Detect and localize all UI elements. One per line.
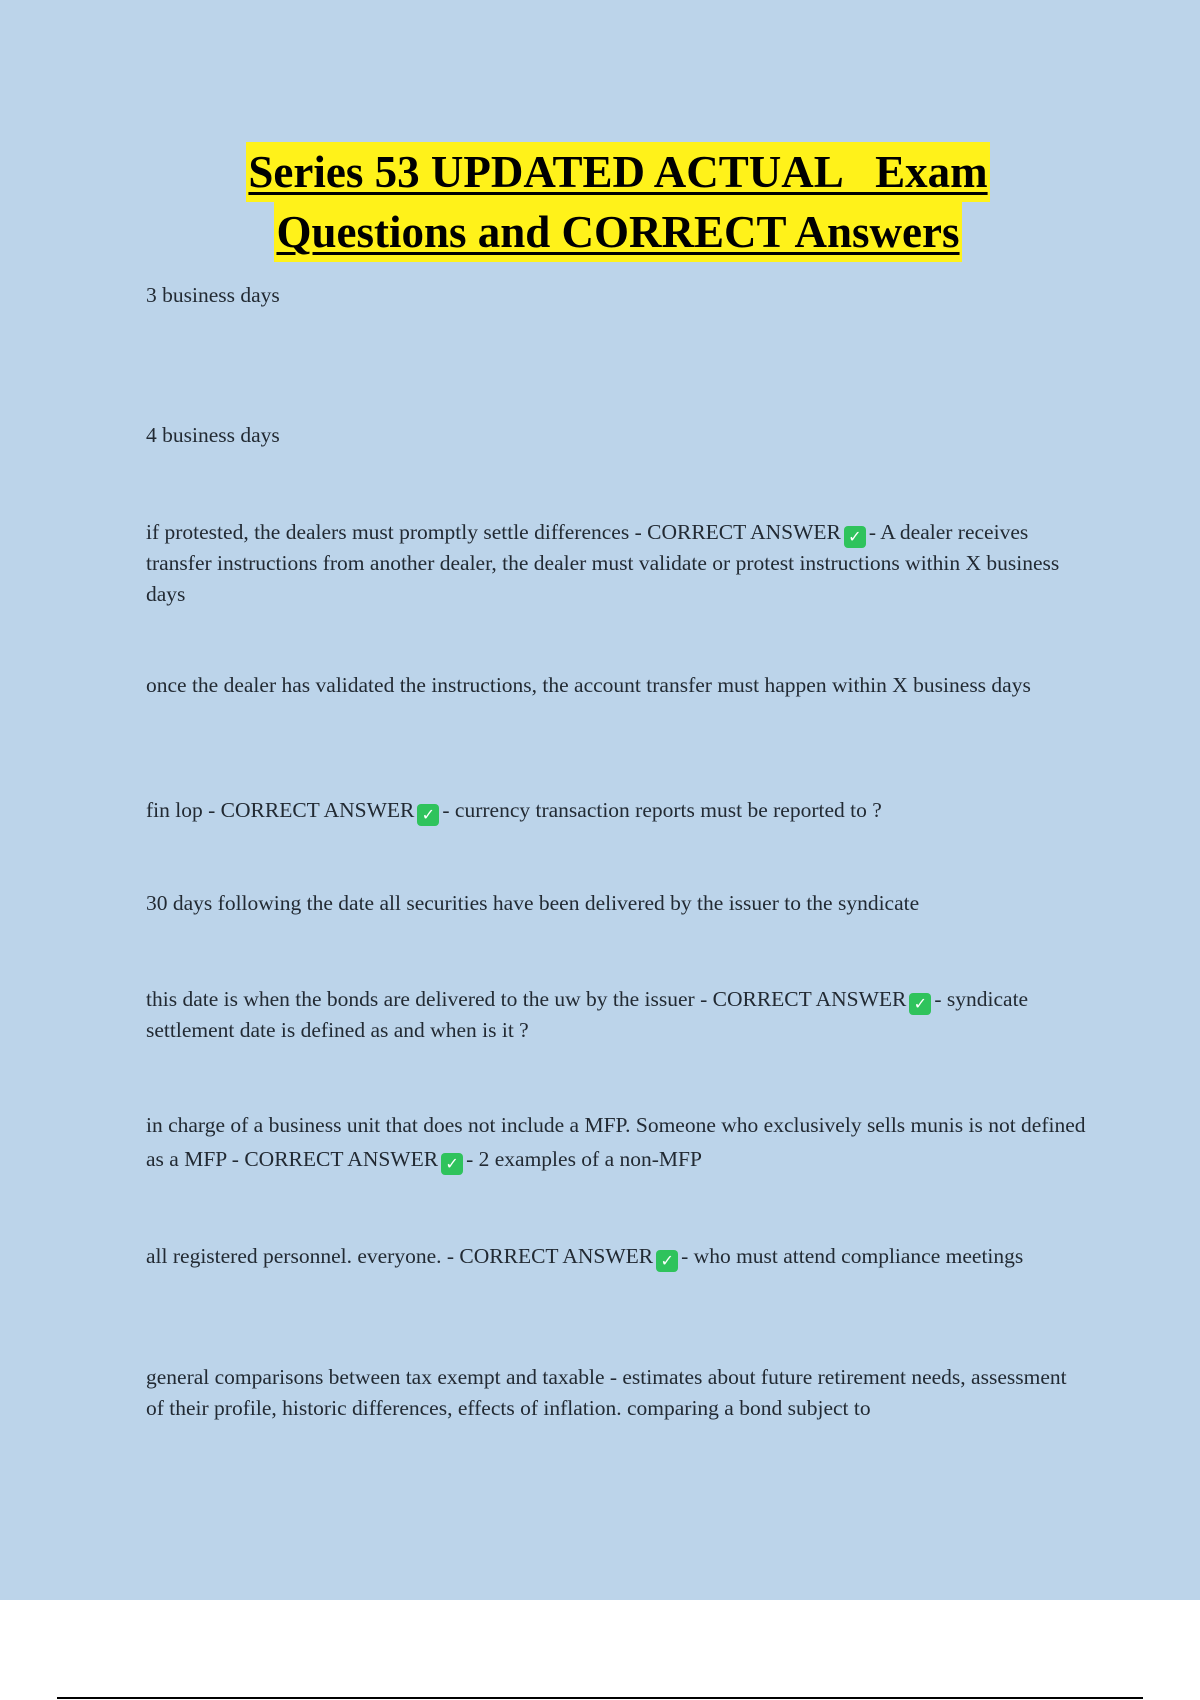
qa-entry-4 [146,670,1086,701]
entry-text: 30 days following the date all securities have been delivered by the issuer to the syndicate [146,891,920,915]
qa-entry-6 [146,888,1086,919]
qa-entry-2 [146,420,1086,451]
question-text: - currency transaction reports must be reported to ? [442,798,882,822]
qa-entry-8 [146,1108,1086,1176]
answer-text: all registered personnel. everyone. - CORRECT ANSWER [146,1244,654,1268]
answer-text: fin lop - CORRECT ANSWER [146,798,415,822]
checkmark-icon: ✓ [656,1250,678,1272]
entry-text: once the dealer has validated the instructions, the account transfer must happen within X business days [146,673,1031,697]
title-line-1: Series 53 UPDATED ACTUAL Exam [246,142,989,202]
checkmark-icon: ✓ [909,993,931,1015]
qa-entry-5 [146,795,1086,826]
document-title [0,142,1200,262]
qa-entry-1 [146,280,1086,311]
checkmark-icon: ✓ [844,526,866,548]
answer-text: this date is when the bonds are delivered to the uw by the issuer - CORRECT ANSWER [146,987,907,1011]
answer-text: in charge of a business unit that does not include a MFP. Someone who exclusively sells munis is not defined as a MFP - CORRECT ANSWER [146,1113,1086,1171]
qa-entry-10 [146,1362,1086,1423]
checkmark-icon: ✓ [417,804,439,826]
qa-entry-3 [146,517,1086,609]
question-text: - A dealer receives transfer instructions from another dealer, the dealer must validate or protest instructions within X business days [146,520,1060,606]
answer-text: if protested, the dealers must promptly settle differences - CORRECT ANSWER [146,520,841,544]
entry-text: 3 business days [146,283,280,307]
question-text: - 2 examples of a non-MFP [466,1147,702,1171]
qa-entry-7 [146,984,1086,1046]
footer-divider [57,1697,1143,1699]
question-text: - who must attend compliance meetings [681,1244,1024,1268]
checkmark-icon: ✓ [441,1153,463,1175]
entry-text: general comparisons between tax exempt and taxable - estimates about future retirement needs, assessment of their profile, historic differences, effects of inflation. comparing a bond subject to [146,1365,1067,1420]
question-text: - syndicate settlement date is defined as and when is it ? [146,987,1029,1042]
qa-entry-9 [146,1240,1086,1272]
entry-text: 4 business days [146,423,280,447]
title-line-2: Questions and CORRECT Answers [274,202,961,262]
